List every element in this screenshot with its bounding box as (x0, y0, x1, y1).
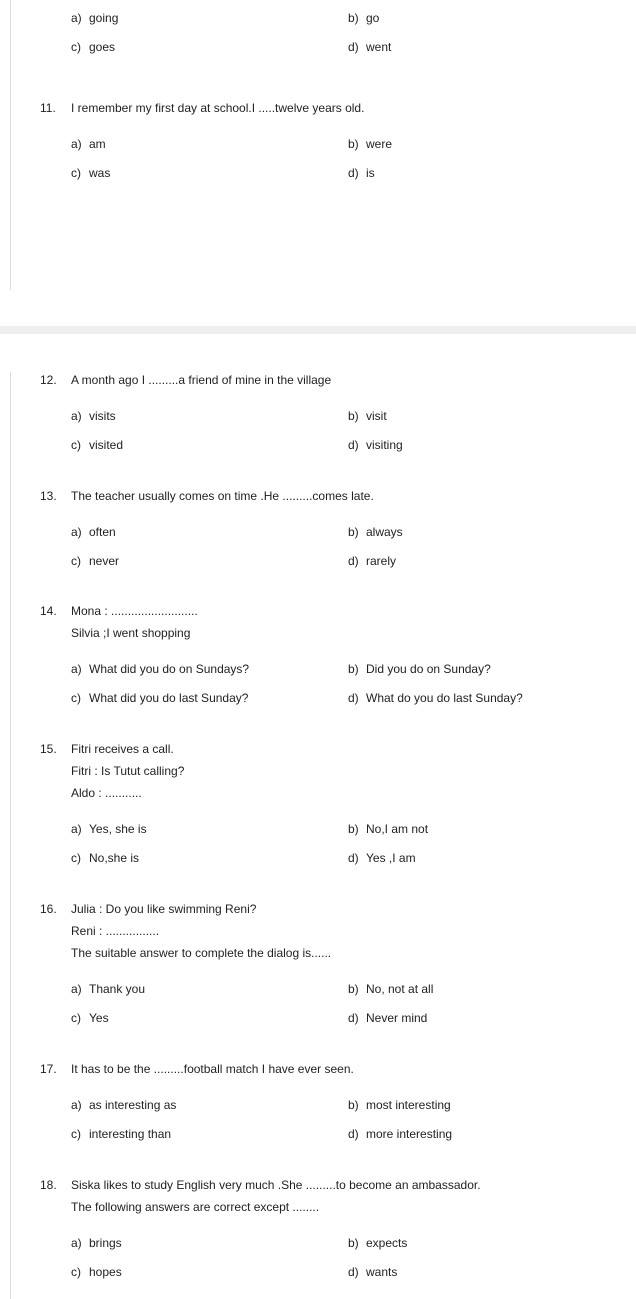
question-number: 12. (40, 373, 57, 387)
option-d[interactable]: d) Yes ,I am (348, 851, 416, 865)
question-text: I remember my first day at school.I .....twelve years old. (71, 101, 365, 115)
option-a[interactable]: a) often (71, 525, 116, 539)
option-b[interactable]: b) No,I am not (348, 822, 429, 836)
question-number: 18. (40, 1178, 57, 1192)
option-d[interactable]: d) wants (348, 1265, 398, 1279)
option-c[interactable]: c) No,she is (71, 851, 140, 865)
question-number: 14. (40, 604, 57, 618)
option-c[interactable]: c) What did you do last Sunday? (71, 691, 249, 705)
question-text: Mona : .......................... (71, 604, 198, 618)
question-text: The following answers are correct except ........ (71, 1200, 320, 1214)
question-number: 13. (40, 489, 57, 503)
option-c[interactable]: c) Yes (71, 1011, 109, 1025)
option-d[interactable]: d) What do you do last Sunday? (348, 691, 523, 705)
option-d[interactable]: d) Never mind (348, 1011, 428, 1025)
option-d[interactable]: d) went (348, 40, 392, 54)
option-a[interactable]: a) Thank you (71, 982, 146, 996)
question-text: A month ago I .........a friend of mine in the village (71, 373, 332, 387)
question-number: 15. (40, 742, 57, 756)
question-text: Silvia ;I went shopping (71, 626, 191, 640)
option-a[interactable]: a) What did you do on Sundays? (71, 662, 250, 676)
question-text: Fitri receives a call. (71, 742, 174, 756)
option-b[interactable]: b) expects (348, 1236, 408, 1250)
option-d[interactable]: d) rarely (348, 554, 397, 568)
option-c[interactable]: c) hopes (71, 1265, 122, 1279)
page-divider (0, 326, 636, 334)
option-b[interactable]: b) were (348, 137, 393, 151)
option-c[interactable]: c) visited (71, 438, 124, 452)
option-b[interactable]: b) visit (348, 409, 387, 423)
option-d[interactable]: d) visiting (348, 438, 403, 452)
option-c[interactable]: c) was (71, 166, 111, 180)
question-number: 11. (40, 101, 56, 115)
question-text: Fitri : Is Tutut calling? (71, 764, 185, 778)
option-b[interactable]: b) No, not at all (348, 982, 434, 996)
option-b[interactable]: b) most interesting (348, 1098, 451, 1112)
question-text: Reni : ................ (71, 924, 160, 938)
option-a[interactable]: a) am (71, 137, 106, 151)
option-a[interactable]: a) going (71, 11, 119, 25)
question-number: 17. (40, 1062, 57, 1076)
question-text: The teacher usually comes on time .He .........comes late. (71, 489, 374, 503)
question-text: Aldo : ........... (71, 786, 142, 800)
margin-rule (10, 0, 11, 290)
option-c[interactable]: c) goes (71, 40, 116, 54)
option-b[interactable]: b) Did you do on Sunday? (348, 662, 491, 676)
option-a[interactable]: a) brings (71, 1236, 122, 1250)
option-a[interactable]: a) Yes, she is (71, 822, 147, 836)
option-d[interactable]: d) more interesting (348, 1127, 453, 1141)
question-number: 16. (40, 902, 57, 916)
option-a[interactable]: a) as interesting as (71, 1098, 177, 1112)
question-text: The suitable answer to complete the dialog is...... (71, 946, 332, 960)
option-c[interactable]: c) never (71, 554, 120, 568)
question-text: Julia : Do you like swimming Reni? (71, 902, 257, 916)
question-text: Siska likes to study English very much .She .........to become an ambassador. (71, 1178, 481, 1192)
option-a[interactable]: a) visits (71, 409, 116, 423)
question-text: It has to be the .........football match I have ever seen. (71, 1062, 354, 1076)
option-b[interactable]: b) always (348, 525, 403, 539)
option-d[interactable]: d) is (348, 166, 375, 180)
option-c[interactable]: c) interesting than (71, 1127, 172, 1141)
option-b[interactable]: b) go (348, 11, 380, 25)
margin-rule (10, 372, 11, 1299)
